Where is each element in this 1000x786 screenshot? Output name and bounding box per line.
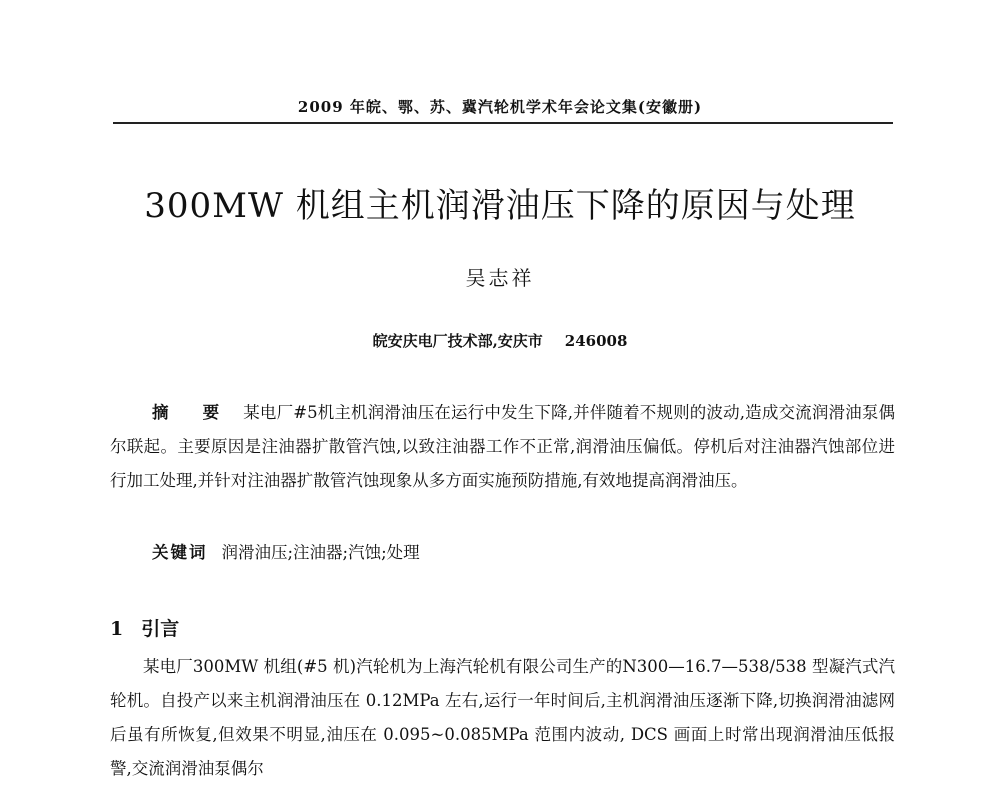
section-title: 引言: [141, 618, 180, 640]
proceedings-header: 2009 年皖、鄂、苏、冀汽轮机学术年会论文集(安徽册): [297, 98, 703, 116]
section-body: [110, 650, 895, 786]
affiliation-text: 皖安庆电厂技术部,安庆市: [372, 332, 543, 350]
abstract: [110, 396, 895, 498]
header-rule: [113, 122, 893, 124]
abstract-text: 某电厂#5机主机润滑油压在运行中发生下降,并伴随着不规则的波动,造成交流润滑油泵偶尔联起。主要原因是注油器扩散管汽蚀,以致注油器工作不正常,润滑油压偏低。停机后对注油器汽蚀部位进行加工处理,并针对注油器扩散管汽蚀现象从多方面实施预防措施,有效地提高润滑油压。: [110, 403, 895, 490]
section-number: 1: [110, 618, 124, 640]
section-heading: [110, 614, 179, 641]
paper-title: 300MW 机组主机润滑油压下降的原因与处理: [144, 186, 856, 226]
keywords-text: 润滑油压;注油器;汽蚀;处理: [221, 543, 420, 562]
author-name: 吴志祥: [465, 266, 535, 290]
keywords: [152, 539, 420, 563]
body-paragraph: 某电厂300MW 机组(#5 机)汽轮机为上海汽轮机有限公司生产的N300—16.7—538/538 型凝汽式汽轮机。自投产以来主机润滑油压在 0.12MPa 左右,运行一年时间后,主机润滑油压逐渐下降,切换润滑油滤网后虽有所恢复,但效果不明显,油压在 0.095~0.085MPa 范围内波动, DCS 画面上时常出现润滑油压低报警,交流润滑油泵偶尔: [110, 657, 895, 778]
affiliation: [0, 330, 1000, 351]
keywords-label: 关键词: [152, 543, 208, 562]
postcode: 246008: [564, 332, 628, 350]
abstract-label: 摘 要: [152, 403, 234, 422]
